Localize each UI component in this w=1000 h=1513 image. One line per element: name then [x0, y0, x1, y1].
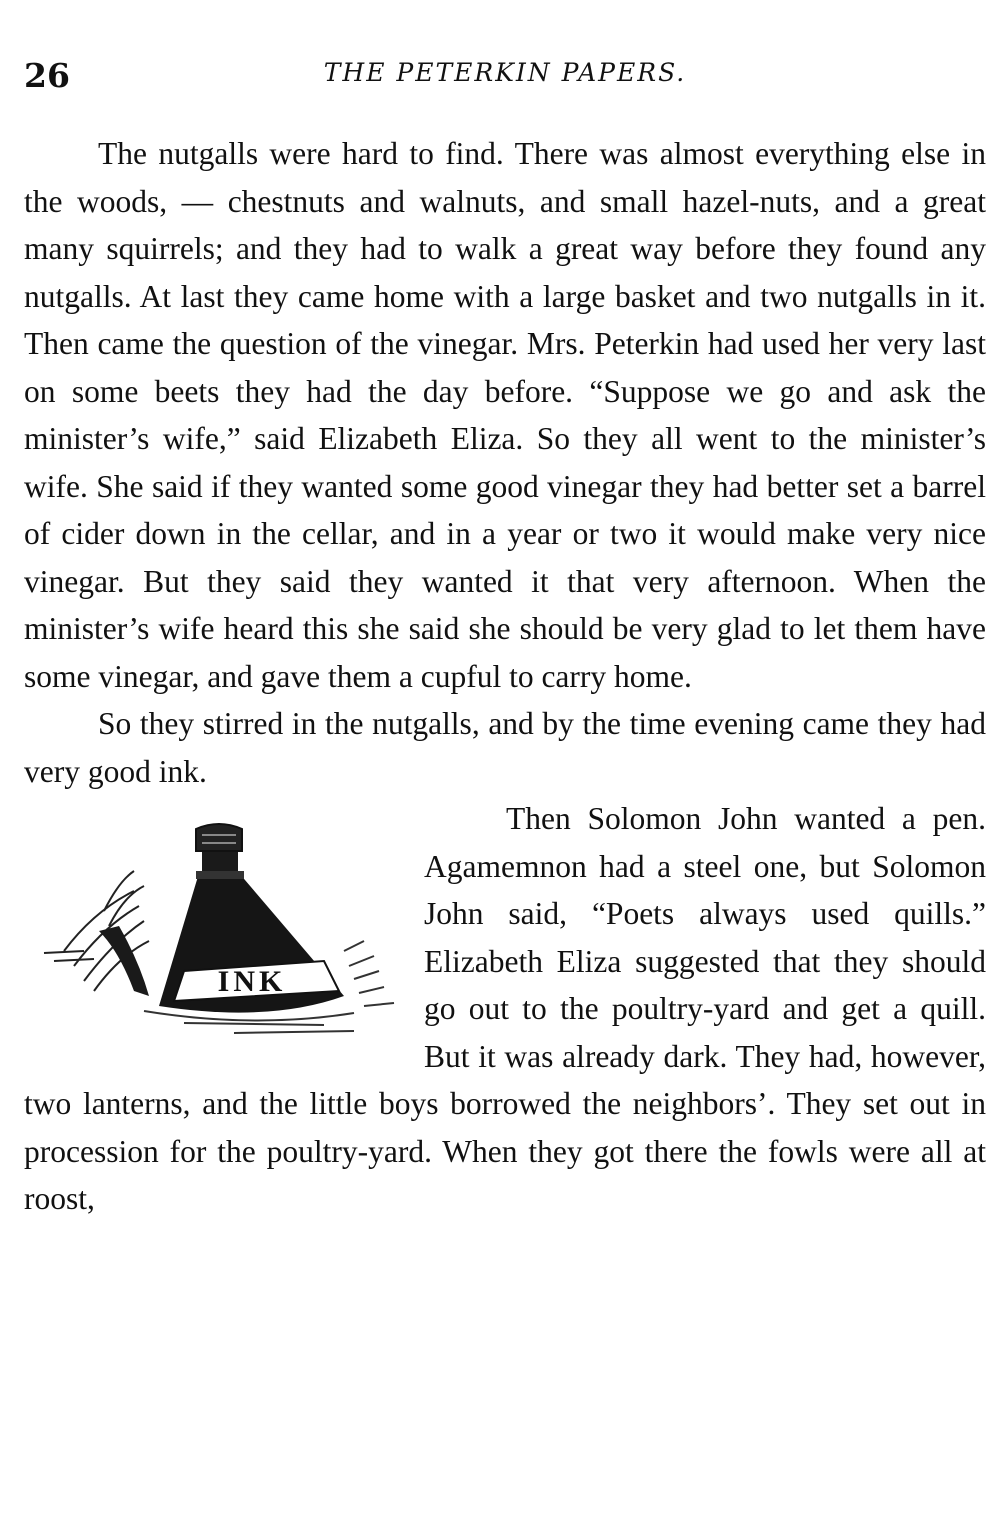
page-header [24, 52, 986, 102]
paragraph-1: The nutgalls were hard to find. There was almost everything else in the woods, — chestnuts and walnuts, and small hazel-nuts, and a great many squirrels; and they had to walk a great way before they found any nutgalls. At last they came home with a large basket and two nutgalls in it. Then came the question of the vinegar. Mrs. Peterkin had used her very last on some beets they had the day before. “Suppose we go and ask the minister’s wife,” said Elizabeth Eliza. So they all went to the minister’s wife. She said if they wanted some good vinegar they had better set a barrel of cider down in the cellar, and in a year or two it would make very nice vinegar. But they said they wanted it that very afternoon. When the minister’s wife heard this she said she should be very glad to let them have some vinegar, and gave them a cupful to carry home. [24, 136, 986, 694]
paragraph-3: Then Solomon John wanted a pen. Agamemnon had a steel one, but Solomon John said, “Poets always used quills.” Elizabeth Eliza suggested that they should go out to the poultry-yard and get a quill. But it was already dark. They had, however, two lanterns, and the little boys borrowed the neighbors’. They set out in procession for the poultry-yard. When they got there the fowls were all at roost, [24, 801, 986, 1216]
page-number: 26 [24, 56, 70, 95]
page-body [24, 130, 986, 1223]
running-head: THE PETERKIN PAPERS. [323, 58, 687, 87]
ink-bottle-illustration [24, 801, 424, 1039]
ink-label: INK [217, 965, 287, 998]
paragraph-2: So they stirred in the nutgalls, and by the time evening came they had very good ink. [24, 706, 986, 789]
ink-bottle-icon [24, 801, 424, 1039]
